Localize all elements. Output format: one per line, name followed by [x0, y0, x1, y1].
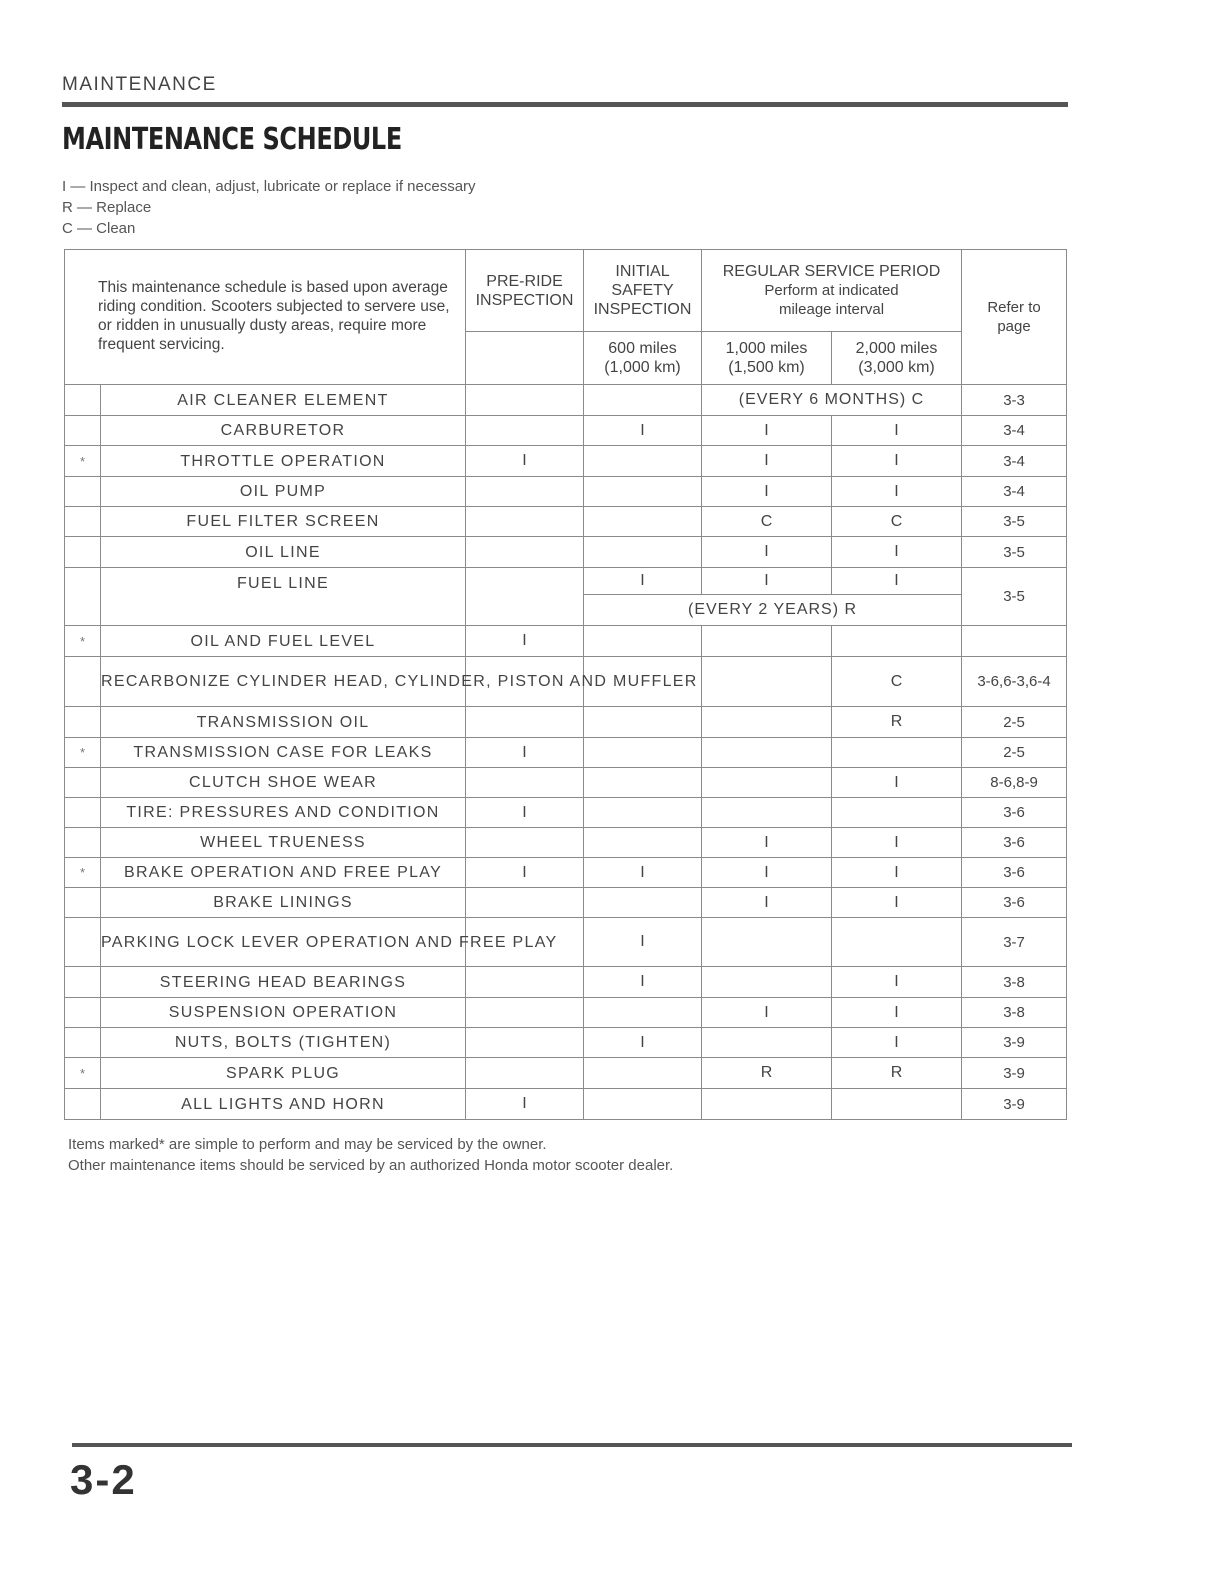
refer-page: 3-4	[962, 416, 1067, 446]
refer-page: 3-6	[962, 888, 1067, 918]
interval-b-cell	[832, 918, 962, 967]
interval-b-cell	[832, 738, 962, 768]
refer-page: 8-6,8-9	[962, 768, 1067, 798]
table-row	[65, 657, 1067, 707]
page-number: 3-2	[70, 1456, 137, 1503]
item-name: TRANSMISSION CASE FOR LEAKS	[101, 738, 466, 768]
owner-star	[65, 537, 101, 568]
owner-star	[65, 918, 101, 967]
preride-cell: I	[466, 1089, 584, 1120]
item-name: AIR CLEANER ELEMENT	[101, 385, 466, 416]
interval-a-cell: C	[702, 507, 832, 537]
interval-b-miles: 2,000 miles	[855, 340, 938, 357]
header-regular-sub1: Perform at indicated	[764, 282, 899, 299]
initial-cell	[584, 626, 702, 657]
refer-page: 3-3	[962, 385, 1067, 416]
table-row	[65, 446, 1067, 477]
legend-replace: R — Replace	[62, 199, 152, 216]
initial-cell: I	[584, 967, 702, 998]
owner-star	[65, 707, 101, 738]
header-regular-title: REGULAR SERVICE PERIOD	[722, 263, 941, 280]
refer-page: 3-5	[962, 507, 1067, 537]
interval-b-cell: I	[832, 768, 962, 798]
refer-page: 3-9	[962, 1058, 1067, 1089]
regular-span-cell: (EVERY 6 MONTHS) C	[702, 385, 962, 416]
item-name: CLUTCH SHOE WEAR	[101, 768, 466, 798]
interval-b-cell: I	[832, 446, 962, 477]
initial-cell: I	[584, 568, 702, 595]
initial-cell	[584, 385, 702, 416]
interval-a-cell	[702, 626, 832, 657]
table-row	[65, 626, 1067, 657]
preride-cell	[466, 828, 584, 858]
interval-b-cell: I	[832, 888, 962, 918]
item-name: TRANSMISSION OIL	[101, 707, 466, 738]
owner-star	[65, 385, 101, 416]
item-name: NUTS, BOLTS (TIGHTEN)	[101, 1028, 466, 1058]
table-row	[65, 707, 1067, 738]
item-name: WHEEL TRUENESS	[101, 828, 466, 858]
item-name: CARBURETOR	[101, 416, 466, 446]
initial-interval-km: (1,000 km)	[604, 359, 681, 376]
table-row	[65, 1089, 1067, 1120]
interval-a-cell: I	[702, 568, 832, 595]
header-initial-interval	[584, 332, 702, 385]
refer-page: 3-8	[962, 967, 1067, 998]
item-name: ALL LIGHTS AND HORN	[101, 1089, 466, 1120]
initial-cell: I	[584, 416, 702, 446]
refer-page: 3-5	[962, 568, 1067, 626]
owner-star	[65, 828, 101, 858]
preride-cell	[466, 768, 584, 798]
refer-page: 3-8	[962, 998, 1067, 1028]
interval-a-cell: R	[702, 1058, 832, 1089]
preride-cell	[466, 385, 584, 416]
initial-cell	[584, 537, 702, 568]
header-interval-a	[702, 332, 832, 385]
interval-a-cell: I	[702, 998, 832, 1028]
table-row	[65, 385, 1067, 416]
item-name: RECARBONIZE CYLINDER HEAD, CYLINDER, PISTON AND MUFFLER	[101, 657, 466, 707]
interval-b-cell: R	[832, 707, 962, 738]
table-row	[65, 998, 1067, 1028]
refer-page: 3-9	[962, 1028, 1067, 1058]
owner-star	[65, 507, 101, 537]
header-interval-b	[832, 332, 962, 385]
interval-a-cell	[702, 1089, 832, 1120]
preride-cell	[466, 568, 584, 626]
item-name: OIL LINE	[101, 537, 466, 568]
item-name: OIL AND FUEL LEVEL	[101, 626, 466, 657]
header-regular	[702, 250, 962, 332]
interval-b-cell: I	[832, 537, 962, 568]
owner-star	[65, 998, 101, 1028]
table-row	[65, 568, 1067, 595]
table-row	[65, 477, 1067, 507]
item-name: FUEL LINE	[101, 568, 466, 626]
refer-page: 3-4	[962, 446, 1067, 477]
preride-cell	[466, 888, 584, 918]
table-row	[65, 738, 1067, 768]
footnote-dealer: Other maintenance items should be serviced by an authorized Honda motor scooter dealer.	[68, 1157, 674, 1174]
interval-b-cell: I	[832, 477, 962, 507]
interval-b-cell: R	[832, 1058, 962, 1089]
legend	[62, 176, 476, 239]
header-regular-sub2: mileage interval	[778, 301, 885, 318]
owner-star	[65, 798, 101, 828]
preride-cell: I	[466, 858, 584, 888]
interval-b-cell: I	[832, 416, 962, 446]
interval-a-cell	[702, 657, 832, 707]
preride-cell: I	[466, 738, 584, 768]
header-rule	[62, 102, 1068, 107]
preride-cell	[466, 507, 584, 537]
preride-cell	[466, 967, 584, 998]
owner-star	[65, 1089, 101, 1120]
item-name: BRAKE LININGS	[101, 888, 466, 918]
table-row	[65, 967, 1067, 998]
refer-page: 3-6	[962, 798, 1067, 828]
table-row	[65, 537, 1067, 568]
table-row	[65, 828, 1067, 858]
refer-page: 3-6	[962, 828, 1067, 858]
interval-b-cell: I	[832, 1028, 962, 1058]
interval-a-cell: I	[702, 828, 832, 858]
interval-a-cell: I	[702, 858, 832, 888]
owner-star: *	[65, 1058, 101, 1089]
item-name: PARKING LOCK LEVER OPERATION AND FREE PLAY	[101, 918, 466, 967]
initial-cell	[584, 1089, 702, 1120]
footnote-owner: Items marked* are simple to perform and may be serviced by the owner.	[68, 1136, 547, 1153]
owner-star: *	[65, 446, 101, 477]
legend-inspect: I — Inspect and clean, adjust, lubricate or replace if necessary	[62, 178, 476, 195]
table-row	[65, 858, 1067, 888]
owner-star	[65, 1028, 101, 1058]
owner-star: *	[65, 738, 101, 768]
schedule-intro: This maintenance schedule is based upon average riding condition. Scooters subjected to servere use, or ridden in unusually dusty areas, require more frequent servicing.	[65, 250, 466, 385]
interval-a-cell: I	[702, 477, 832, 507]
preride-cell	[466, 537, 584, 568]
interval-a-cell	[702, 918, 832, 967]
item-name: FUEL FILTER SCREEN	[101, 507, 466, 537]
interval-b-cell	[832, 626, 962, 657]
initial-interval-miles: 600 miles	[608, 340, 677, 357]
initial-cell	[584, 798, 702, 828]
preride-cell	[466, 1058, 584, 1089]
header-preride: PRE-RIDE INSPECTION	[466, 250, 584, 332]
preride-cell	[466, 416, 584, 446]
preride-cell	[466, 998, 584, 1028]
table-row	[65, 768, 1067, 798]
initial-cell: I	[584, 918, 702, 967]
table-row	[65, 918, 1067, 967]
initial-cell	[584, 707, 702, 738]
interval-b-cell: C	[832, 657, 962, 707]
owner-star	[65, 888, 101, 918]
initial-cell: I	[584, 858, 702, 888]
interval-a-cell	[702, 707, 832, 738]
header-preride-empty	[466, 332, 584, 385]
interval-a-cell: I	[702, 446, 832, 477]
table-row	[65, 798, 1067, 828]
table-row	[65, 1028, 1067, 1058]
initial-cell	[584, 1058, 702, 1089]
interval-a-cell: I	[702, 416, 832, 446]
interval-a-cell	[702, 967, 832, 998]
initial-cell	[584, 477, 702, 507]
preride-cell: I	[466, 446, 584, 477]
initial-cell	[584, 738, 702, 768]
refer-page: 3-7	[962, 918, 1067, 967]
initial-cell	[584, 888, 702, 918]
refer-page: 3-5	[962, 537, 1067, 568]
item-name: STEERING HEAD BEARINGS	[101, 967, 466, 998]
initial-cell	[584, 507, 702, 537]
owner-star	[65, 657, 101, 707]
interval-b-cell: I	[832, 967, 962, 998]
maintenance-schedule-table	[64, 249, 1067, 1120]
interval-a-cell: I	[702, 888, 832, 918]
table-row	[65, 507, 1067, 537]
interval-a-cell	[702, 1028, 832, 1058]
preride-cell	[466, 1028, 584, 1058]
initial-cell: I	[584, 1028, 702, 1058]
interval-a-cell	[702, 798, 832, 828]
interval-b-cell	[832, 1089, 962, 1120]
footnotes	[68, 1134, 673, 1176]
initial-cell	[584, 998, 702, 1028]
refer-page: 2-5	[962, 707, 1067, 738]
item-name: SPARK PLUG	[101, 1058, 466, 1089]
preride-cell: I	[466, 798, 584, 828]
interval-b-cell: I	[832, 998, 962, 1028]
preride-cell	[466, 707, 584, 738]
refer-page	[962, 626, 1067, 657]
footer-rule	[72, 1443, 1072, 1447]
preride-cell	[466, 477, 584, 507]
owner-star: *	[65, 626, 101, 657]
interval-a-miles: 1,000 miles	[725, 340, 808, 357]
refer-page: 3-4	[962, 477, 1067, 507]
owner-star: *	[65, 858, 101, 888]
interval-a-cell	[702, 738, 832, 768]
interval-a-cell: I	[702, 537, 832, 568]
owner-star	[65, 967, 101, 998]
page-title: MAINTENANCE SCHEDULE	[62, 122, 402, 157]
item-name: BRAKE OPERATION AND FREE PLAY	[101, 858, 466, 888]
regular-span-cell: (EVERY 2 YEARS) R	[584, 595, 962, 626]
interval-a-cell	[702, 768, 832, 798]
owner-star	[65, 416, 101, 446]
interval-b-km: (3,000 km)	[858, 359, 935, 376]
refer-page: 3-9	[962, 1089, 1067, 1120]
refer-page: 2-5	[962, 738, 1067, 768]
item-name: OIL PUMP	[101, 477, 466, 507]
table-row	[65, 1058, 1067, 1089]
refer-page: 3-6	[962, 858, 1067, 888]
item-name: SUSPENSION OPERATION	[101, 998, 466, 1028]
interval-b-cell: C	[832, 507, 962, 537]
initial-cell	[584, 828, 702, 858]
interval-b-cell: I	[832, 568, 962, 595]
item-name: THROTTLE OPERATION	[101, 446, 466, 477]
interval-b-cell: I	[832, 828, 962, 858]
initial-cell	[584, 446, 702, 477]
header-refer: Refer to page	[962, 250, 1067, 385]
header-initial: INITIAL SAFETY INSPECTION	[584, 250, 702, 332]
owner-star	[65, 477, 101, 507]
interval-a-km: (1,500 km)	[728, 359, 805, 376]
interval-b-cell	[832, 798, 962, 828]
table-row	[65, 416, 1067, 446]
owner-star	[65, 568, 101, 626]
owner-star	[65, 768, 101, 798]
section-label: MAINTENANCE	[62, 74, 217, 95]
legend-clean: C — Clean	[62, 220, 136, 237]
interval-b-cell: I	[832, 858, 962, 888]
item-name: TIRE: PRESSURES AND CONDITION	[101, 798, 466, 828]
initial-cell	[584, 768, 702, 798]
refer-page: 3-6,6-3,6-4	[962, 657, 1067, 707]
table-row	[65, 888, 1067, 918]
preride-cell: I	[466, 626, 584, 657]
